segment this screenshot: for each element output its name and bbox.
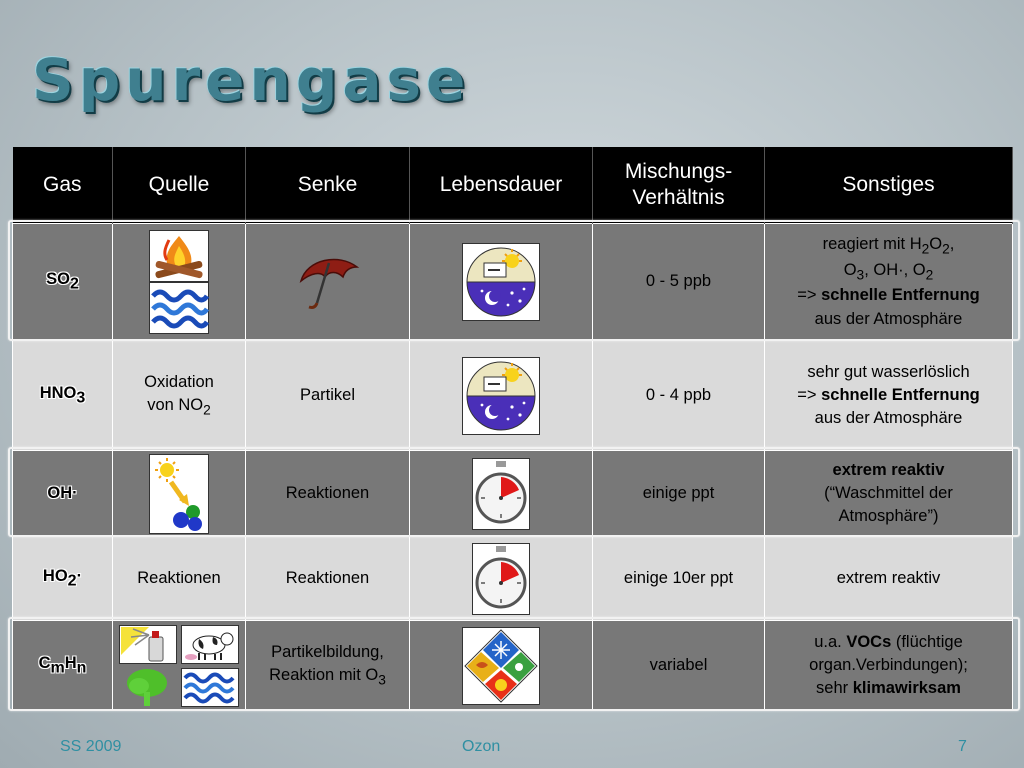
sun-molecule-icon bbox=[149, 454, 209, 534]
table-row bbox=[13, 621, 1013, 711]
footer-page-number: 7 bbox=[958, 738, 967, 755]
sonstiges-cell: extrem reaktiv bbox=[765, 537, 1013, 621]
gas-cell bbox=[13, 537, 113, 621]
umbrella-icon bbox=[293, 251, 363, 313]
header-quelle: Quelle bbox=[113, 147, 246, 224]
quelle-cell bbox=[113, 621, 246, 711]
mischung-cell: variabel bbox=[593, 621, 765, 711]
header-sonstiges: Sonstiges bbox=[765, 147, 1013, 224]
header-gas: Gas bbox=[13, 147, 113, 224]
senke-cell: Reaktionen bbox=[246, 537, 410, 621]
sonstiges-cell: u.a. VOCs (flüchtige organ.Verbindungen); sehr klimawirksam bbox=[765, 621, 1013, 711]
senke-cell bbox=[246, 224, 410, 341]
gas-cell bbox=[13, 224, 113, 341]
mischung-cell: 0 - 5 ppb bbox=[593, 224, 765, 341]
lebensdauer-cell bbox=[410, 341, 593, 451]
stopwatch-icon bbox=[472, 543, 530, 615]
day-night-icon bbox=[462, 357, 540, 435]
lebensdauer-cell bbox=[410, 537, 593, 621]
gas-name: $HNO_3$ bbox=[39, 383, 86, 406]
water-waves-icon bbox=[182, 668, 239, 706]
mischung-cell: einige 10er ppt bbox=[593, 537, 765, 621]
gas-cell bbox=[13, 341, 113, 451]
senke-cell: Partikel bbox=[246, 341, 410, 451]
table-row bbox=[13, 224, 1013, 341]
sonstiges-cell: extrem reaktiv (“Waschmittel der Atmosphäre”) bbox=[765, 451, 1013, 537]
quelle-cell: Oxidation von $NO_2$ bbox=[113, 341, 246, 451]
slide-title: Spurengase bbox=[32, 46, 471, 114]
water-waves-icon bbox=[149, 282, 209, 334]
campfire-icon bbox=[149, 230, 209, 282]
table-row bbox=[13, 537, 1013, 621]
quelle-cell: Reaktionen bbox=[113, 537, 246, 621]
quelle-cell bbox=[113, 451, 246, 537]
lebensdauer-cell bbox=[410, 224, 593, 341]
table-header-row bbox=[13, 147, 1013, 224]
header-mischungsverhaeltnis: Mischungs- Verhältnis bbox=[593, 147, 765, 224]
header-lebensdauer: Lebensdauer bbox=[410, 147, 593, 224]
mischung-cell: 0 - 4 ppb bbox=[593, 341, 765, 451]
senke-cell: Partikelbildung, Reaktion mit $O_3$ bbox=[246, 621, 410, 711]
sonstiges-cell: reagiert mit $H_2O_2$, $O_3$, OH·, $O_2$ => schnelle Entfernung aus der Atmosphäre bbox=[765, 224, 1013, 341]
table-row bbox=[13, 451, 1013, 537]
day-night-icon bbox=[462, 243, 540, 321]
voc-sources-icon bbox=[119, 625, 239, 707]
spray-can-icon bbox=[120, 625, 177, 663]
tree-icon bbox=[127, 669, 167, 706]
quelle-cell bbox=[113, 224, 246, 341]
cow-icon bbox=[182, 625, 239, 663]
four-seasons-icon bbox=[462, 627, 540, 705]
sonstiges-cell: sehr gut wasserlöslich => schnelle Entfernung aus der Atmosphäre bbox=[765, 341, 1013, 451]
footer-date: SS 2009 bbox=[60, 738, 122, 755]
senke-cell: Reaktionen bbox=[246, 451, 410, 537]
header-senke: Senke bbox=[246, 147, 410, 224]
table-row bbox=[13, 341, 1013, 451]
gas-name: $SO_2$ bbox=[46, 270, 79, 293]
gas-name: $C_mH_n$ bbox=[38, 653, 87, 676]
footer-topic: Ozon bbox=[462, 738, 501, 755]
gas-name: OH· bbox=[47, 483, 78, 502]
stopwatch-icon bbox=[472, 458, 530, 530]
trace-gas-table bbox=[12, 147, 1013, 711]
mischung-cell: einige ppt bbox=[593, 451, 765, 537]
gas-cell bbox=[13, 451, 113, 537]
gas-cell bbox=[13, 621, 113, 711]
lebensdauer-cell bbox=[410, 621, 593, 711]
lebensdauer-cell bbox=[410, 451, 593, 537]
gas-name: $HO_2\cdot$ bbox=[42, 566, 83, 589]
